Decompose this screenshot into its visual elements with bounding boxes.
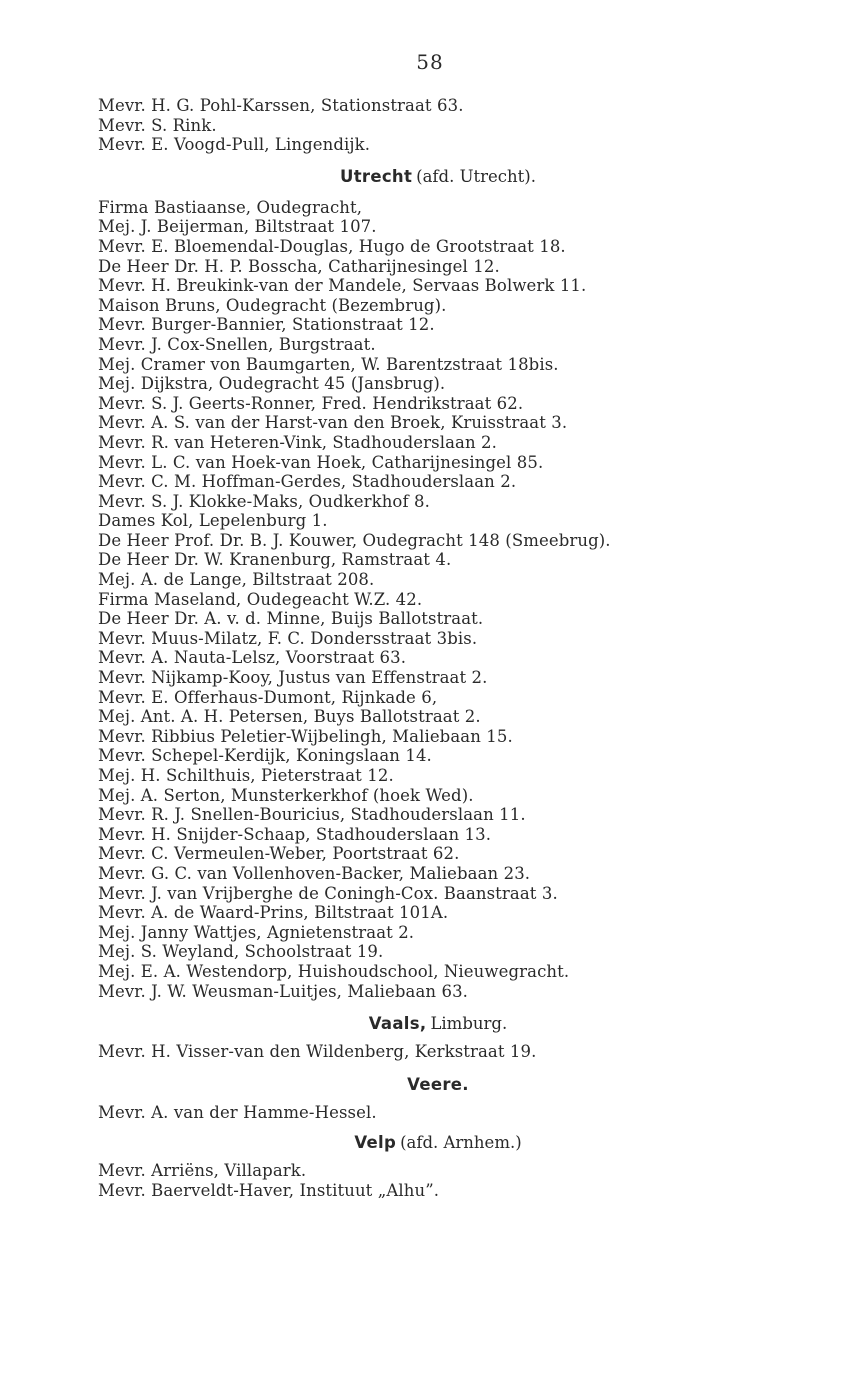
- member-entry: Mevr. C. M. Hoffman-Gerdes, Stadhouderslaan 2.: [98, 472, 517, 492]
- city-name: Veere.: [407, 1074, 469, 1094]
- member-entry: Mevr. Ribbius Peletier-Wijbelingh, Maliebaan 15.: [98, 726, 513, 746]
- section-heading: [98, 1075, 778, 1094]
- member-entry: Mej. A. de Lange, Biltstraat 208.: [98, 570, 375, 590]
- member-entry: Mevr. S. Rink.: [98, 115, 217, 135]
- member-entry: Mej. Dijkstra, Oudegracht 45 (Jansbrug).: [98, 374, 446, 394]
- section: [98, 1014, 778, 1062]
- member-entry: Mej. A. Serton, Munsterkerkhof (hoek Wed).: [98, 785, 474, 805]
- member-entry: Mevr. E. Voogd-Pull, Lingendijk.: [98, 135, 371, 155]
- member-entry: Mej. Cramer von Baumgarten, W. Barentzstraat 18bis.: [98, 354, 559, 374]
- member-entry: Mevr. H. Breukink-van der Mandele, Servaas Bolwerk 11.: [98, 276, 587, 296]
- member-entry: Mevr. C. Vermeulen-Weber, Poortstraat 62.: [98, 844, 460, 864]
- section: [98, 167, 778, 1001]
- member-entry: Firma Maseland, Oudegeacht W.Z. 42.: [98, 589, 423, 609]
- member-entry: Mevr. A. van der Hamme-Hessel.: [98, 1102, 377, 1122]
- member-entry: Mevr. H. Visser-van den Wildenberg, Kerkstraat 19.: [98, 1042, 537, 1062]
- member-entry: Mevr. A. Nauta-Lelsz, Voorstraat 63.: [98, 648, 407, 668]
- city-name: Utrecht: [340, 166, 413, 186]
- member-entry: Mevr. R. van Heteren-Vink, Stadhouderslaan 2.: [98, 432, 497, 452]
- member-entry: De Heer Dr. H. P. Bosscha, Catharijnesingel 12.: [98, 256, 500, 276]
- section-heading: [98, 167, 778, 186]
- member-entry: Dames Kol, Lepelenburg 1.: [98, 511, 328, 531]
- member-entry: Mevr. S. J. Klokke-Maks, Oudkerkhof 8.: [98, 491, 430, 511]
- branch-note: Limburg.: [430, 1014, 508, 1034]
- member-entry: De Heer Dr. A. v. d. Minne, Buijs Ballotstraat.: [98, 609, 484, 629]
- section: [98, 1075, 778, 1123]
- section: [98, 96, 778, 155]
- member-entry: De Heer Dr. W. Kranenburg, Ramstraat 4.: [98, 550, 452, 570]
- section-heading: [98, 1133, 778, 1152]
- section: [98, 1133, 778, 1200]
- city-name: Velp: [354, 1133, 397, 1153]
- member-entry: Mevr. Nijkamp-Kooy, Justus van Effenstraat 2.: [98, 668, 488, 688]
- member-entry: Mevr. S. J. Geerts-Ronner, Fred. Hendrikstraat 62.: [98, 393, 524, 413]
- member-entry: Mevr. J. W. Weusman-Luitjes, Maliebaan 63.: [98, 981, 469, 1001]
- city-name: Vaals,: [368, 1014, 427, 1034]
- directory-content: [98, 96, 778, 1201]
- member-entry: Mevr. H. Snijder-Schaap, Stadhouderslaan 13.: [98, 824, 492, 844]
- member-entry: Firma Bastiaanse, Oudegracht,: [98, 197, 363, 217]
- member-entry: Mevr. J. Cox-Snellen, Burgstraat.: [98, 334, 376, 354]
- page-number: 58: [416, 50, 444, 74]
- member-entry: Mevr. R. J. Snellen-Bouricius, Stadhouderslaan 11.: [98, 805, 526, 825]
- member-entry: Mej. E. A. Westendorp, Huishoudschool, Nieuwegracht.: [98, 961, 570, 981]
- member-entry: Mevr. Burger-Bannier, Stationstraat 12.: [98, 315, 435, 335]
- member-entry: Mevr. Muus-Milatz, F. C. Dondersstraat 3bis.: [98, 628, 478, 648]
- member-entry: Mevr. E. Offerhaus-Dumont, Rijnkade 6,: [98, 687, 438, 707]
- member-entry: Mevr. Schepel-Kerdijk, Koningslaan 14.: [98, 746, 432, 766]
- member-entry: De Heer Prof. Dr. B. J. Kouwer, Oudegracht 148 (Smeebrug).: [98, 530, 611, 550]
- member-entry: Mej. J. Beijerman, Biltstraat 107.: [98, 217, 377, 237]
- branch-note: (afd. Utrecht).: [416, 166, 536, 186]
- section-heading: [98, 1014, 778, 1033]
- member-entry: Mej. Ant. A. H. Petersen, Buys Ballotstraat 2.: [98, 707, 481, 727]
- member-entry: Mej. H. Schilthuis, Pieterstraat 12.: [98, 766, 394, 785]
- member-entry: Mevr. A. de Waard-Prins, Biltstraat 101A.: [98, 903, 449, 923]
- member-entry: Mevr. G. C. van Vollenhoven-Backer, Maliebaan 23.: [98, 863, 531, 883]
- member-entry: Mevr. H. G. Pohl-Karssen, Stationstraat 63.: [98, 96, 464, 115]
- member-entry: Mevr. E. Bloemendal-Douglas, Hugo de Grootstraat 18.: [98, 236, 566, 256]
- member-entry: Mevr. Baerveldt-Haver, Instituut „Alhu”.: [98, 1180, 440, 1200]
- member-entry: Mej. Janny Wattjes, Agnietenstraat 2.: [98, 922, 415, 942]
- member-entry: Mej. S. Weyland, Schoolstraat 19.: [98, 942, 384, 962]
- member-entry: Maison Bruns, Oudegracht (Bezembrug).: [98, 295, 447, 315]
- branch-note: (afd. Arnhem.): [400, 1133, 522, 1153]
- member-entry: Mevr. A. S. van der Harst-van den Broek, Kruisstraat 3.: [98, 413, 568, 433]
- member-entry: Mevr. Arriëns, Villapark.: [98, 1161, 307, 1181]
- member-entry: Mevr. J. van Vrijberghe de Coningh-Cox. Baanstraat 3.: [98, 883, 558, 903]
- member-entry: Mevr. L. C. van Hoek-van Hoek, Catharijnesingel 85.: [98, 452, 544, 472]
